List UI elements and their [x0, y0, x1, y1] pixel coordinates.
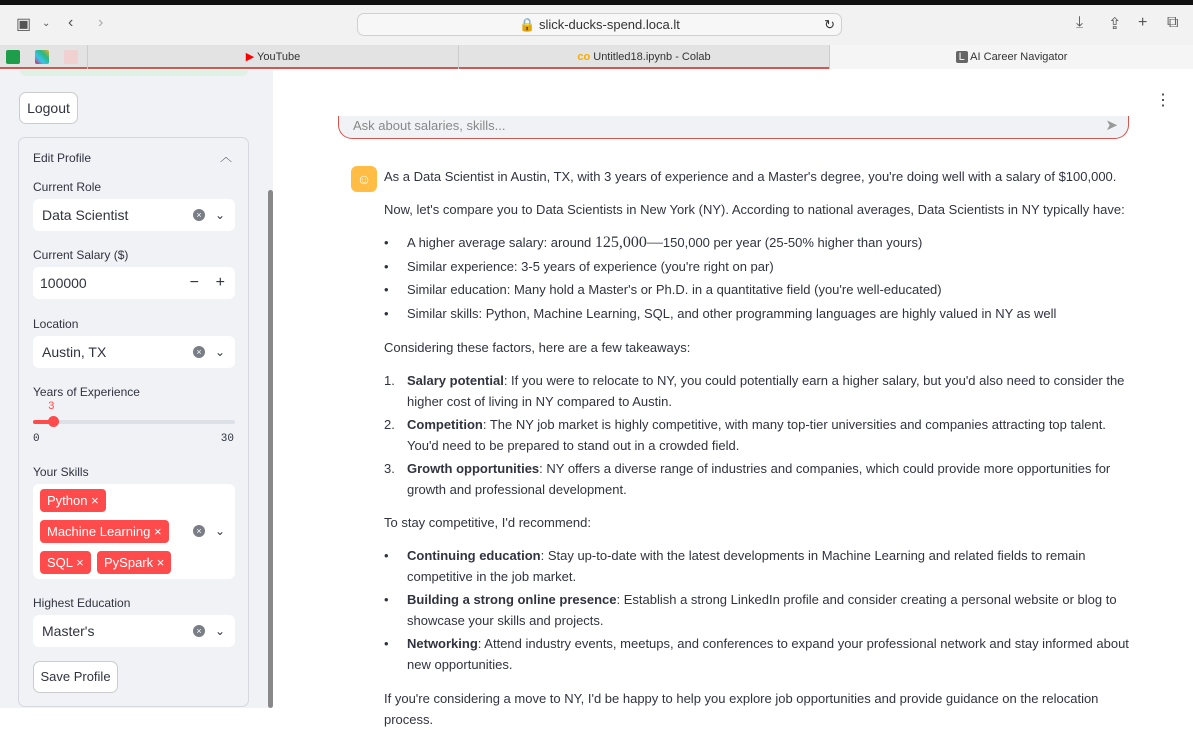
experience-label: Years of Experience — [33, 385, 140, 399]
role-select[interactable] — [33, 199, 235, 231]
list-item: 1. Salary potential: If you were to relocate to NY, you could potentially earn a higher salary, but you'd also need to consider the higher cost of living in NY compared to Austin. — [384, 373, 1125, 409]
response-paragraph: To stay competitive, I'd recommend: — [384, 515, 591, 530]
experience-value: 3 — [48, 401, 55, 413]
sidebar-toggle-icon[interactable]: ▣ — [16, 16, 32, 33]
chevron-down-icon[interactable]: ⌄ — [214, 208, 225, 222]
education-value: Master's — [42, 623, 95, 639]
salary-value: 100000 — [40, 275, 87, 291]
skill-tag[interactable] — [40, 520, 169, 543]
share-icon[interactable]: ⇪ — [1108, 16, 1122, 33]
tab-colab[interactable] — [458, 45, 829, 69]
increment-button[interactable]: + — [215, 274, 225, 291]
list-item: • Similar education: Many hold a Master's or Ph.D. in a quantitative field (you're well-educated) — [384, 282, 942, 297]
remove-icon[interactable]: × — [76, 555, 84, 570]
clear-icon[interactable]: × — [193, 525, 205, 537]
colab-icon: co — [577, 51, 591, 63]
url-text: slick-ducks-spend.loca.lt — [538, 17, 680, 32]
chevron-down-icon[interactable]: ⌄ — [214, 624, 225, 638]
lock-icon: 🔒 — [519, 17, 536, 32]
role-value: Data Scientist — [42, 207, 129, 223]
browser-toolbar — [0, 5, 1193, 45]
education-label: Highest Education — [33, 596, 131, 610]
tab-label: YouTube — [257, 51, 301, 63]
clear-icon[interactable]: × — [193, 625, 205, 637]
youtube-icon: ▶ — [245, 51, 255, 63]
reload-icon[interactable]: ↻ — [824, 17, 835, 32]
more-options-icon[interactable]: ⋮ — [1155, 92, 1171, 109]
pinned-site-icon[interactable] — [64, 50, 78, 64]
response-paragraph: Considering these factors, here are a few takeaways: — [384, 340, 691, 355]
download-icon[interactable]: ⤓ — [1076, 14, 1084, 31]
role-label: Current Role — [33, 180, 102, 194]
remove-icon[interactable]: × — [153, 524, 162, 539]
back-icon[interactable]: ‹ — [68, 14, 74, 31]
list-item: • Networking: Attend industry events, meetups, and conferences to expand your professional network and stay informed about new opportunities. — [384, 636, 1129, 672]
sidebar — [0, 70, 273, 708]
experience-slider[interactable] — [33, 420, 235, 424]
logout-button[interactable]: Logout — [19, 92, 78, 124]
skills-label: Your Skills — [33, 465, 89, 479]
list-item: • Similar experience: 3-5 years of experience (you're right on par) — [384, 259, 774, 274]
tab-ai-career-navigator[interactable] — [829, 45, 1193, 69]
skill-tag[interactable] — [40, 489, 106, 512]
clear-icon[interactable]: × — [193, 209, 205, 221]
remove-icon[interactable]: × — [156, 555, 165, 570]
list-item: 3. Growth opportunities: NY offers a diverse range of industries and companies, which could provide more opportunities for growth and professional development. — [384, 461, 1111, 497]
tab-label: Untitled18.ipynb - Colab — [593, 51, 711, 63]
list-item: • Building a strong online presence: Establish a strong LinkedIn profile and consider creating a personal website or blog to showcase your skills and projects. — [384, 592, 1117, 628]
chevron-down-icon[interactable]: ⌄ — [214, 524, 225, 538]
chat-input[interactable] — [338, 116, 1129, 139]
location-select[interactable] — [33, 336, 235, 368]
response-paragraph: Now, let's compare you to Data Scientists in New York (NY). According to national averages, Data Scientists in NY typically have: — [384, 202, 1125, 217]
location-label: Location — [33, 317, 79, 331]
edit-profile-panel — [18, 137, 249, 707]
salary-input[interactable] — [33, 267, 235, 299]
send-icon[interactable]: ➤ — [1105, 117, 1118, 134]
clear-icon[interactable]: × — [193, 346, 205, 358]
skill-tag[interactable] — [40, 551, 91, 574]
skill-label: Python — [47, 493, 88, 508]
remove-icon[interactable]: × — [91, 493, 99, 508]
site-l-icon: L — [956, 51, 968, 63]
list-item: • A higher average salary: around 125,000—150,000 per year (25-50% higher than yours) — [384, 234, 923, 251]
salary-label: Current Salary ($) — [33, 248, 129, 262]
sheets-pinned-icon[interactable] — [6, 50, 20, 64]
skills-multiselect[interactable] — [33, 484, 235, 579]
tab-label: AI Career Navigator — [970, 51, 1068, 63]
save-profile-button[interactable]: Save Profile — [33, 661, 118, 693]
decrement-button[interactable]: − — [189, 274, 199, 291]
chevron-up-icon[interactable]: ︿ — [219, 150, 232, 164]
list-item: 2. Competition: The NY job market is highly competitive, with many top-tier universities and companies attracting top talent. You'd need to be prepared to stand out in a crowded field. — [384, 417, 1106, 453]
response-paragraph: As a Data Scientist in Austin, TX, with 3 years of experience and a Master's degree, you're doing well with a salary of $100,000. — [384, 169, 1117, 184]
tab-youtube[interactable] — [87, 45, 458, 69]
skill-label: SQL — [47, 555, 73, 570]
skill-tag[interactable] — [97, 551, 171, 574]
response-paragraph: If you're considering a move to NY, I'd be happy to help you explore job opportunities and provide guidance on the relocation process. — [384, 691, 1099, 727]
education-select[interactable] — [33, 615, 235, 647]
slider-max: 30 — [220, 433, 234, 445]
slider-min: 0 — [33, 433, 40, 445]
skill-label: PySpark — [104, 555, 154, 570]
skill-label: Machine Learning — [47, 524, 151, 539]
tab-overview-icon[interactable]: ⧉ — [1167, 14, 1179, 31]
new-tab-icon[interactable]: + — [1138, 14, 1148, 31]
list-item: • Similar skills: Python, Machine Learning, SQL, and other programming languages are highly valued in NY as well — [384, 306, 1057, 321]
chevron-down-icon[interactable]: ⌄ — [214, 345, 225, 359]
address-bar[interactable] — [357, 13, 842, 36]
tab-bar — [0, 45, 1193, 69]
location-value: Austin, TX — [42, 344, 107, 360]
chevron-down-icon[interactable]: ⌄ — [42, 18, 51, 29]
chat-placeholder: Ask about salaries, skills... — [353, 118, 506, 133]
forward-icon[interactable]: › — [98, 14, 104, 31]
list-item: • Continuing education: Stay up-to-date with the latest developments in Machine Learning and related fields to remain competitive in the job market. — [384, 548, 1086, 584]
main-content — [273, 70, 1193, 727]
panel-title[interactable]: Edit Profile — [33, 151, 92, 165]
slider-thumb[interactable] — [48, 416, 59, 427]
slack-pinned-icon[interactable] — [35, 50, 49, 64]
assistant-avatar-icon: ☺ — [351, 166, 377, 192]
success-banner-edge — [20, 70, 248, 76]
